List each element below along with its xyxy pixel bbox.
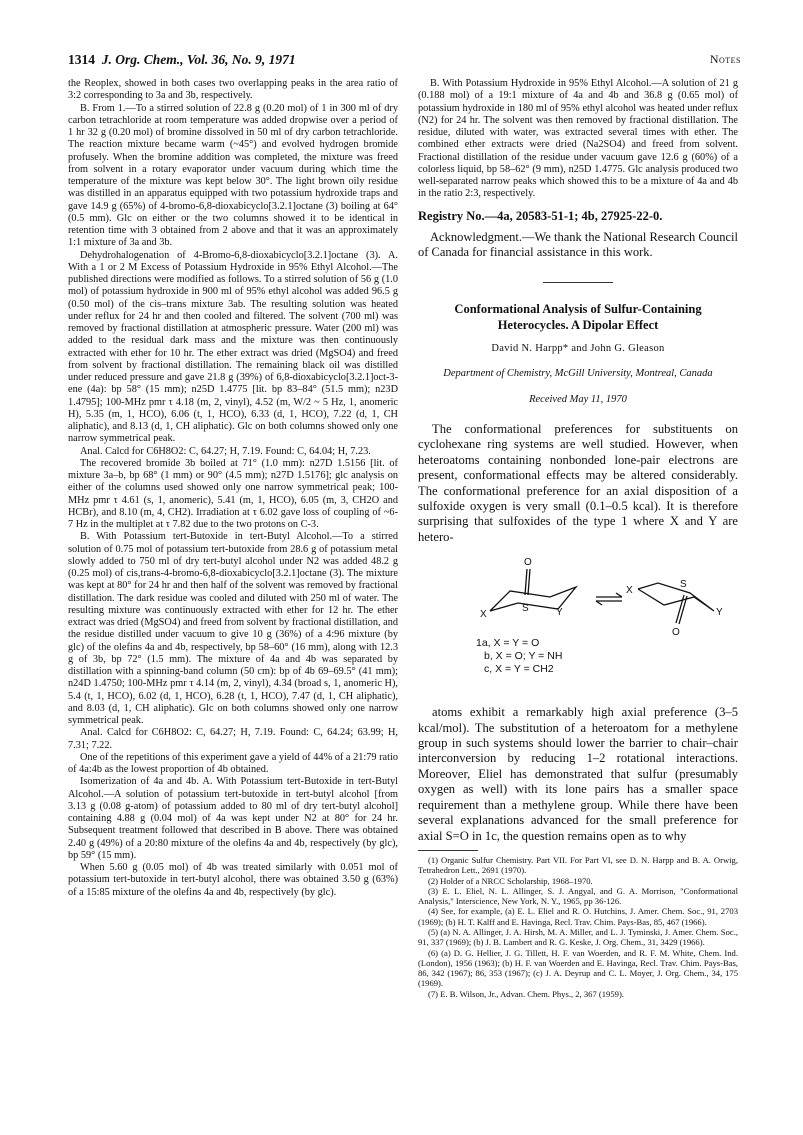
acknowledgment: Acknowledgment.—We thank the National Research Council of Canada for financial assistance in this work. (418, 229, 738, 259)
left-paragraph: Dehydrohalogenation of 4-Bromo-6,8-dioxabicyclo[3.2.1]octane (3). A. With a 1 or 2 M Excess of Potassium Hydroxide in 95% Ethyl Alcohol.—The published directions were modified as follows. To a stirred solution of 56 g (1.0 mol) of potassium hydroxide in 900 ml of 95% ethyl alcohol was added 96.5 g (0.50 mol) of the cis–trans mixture 3ab. The resulting solution was heated under reflux for 24 hr and then cooled and filtered. The solvent (700 ml) was removed by fractional distillation at atmospheric pressure. Water (200 ml) was added to the residual dark mass and the mixture was then continuously extracted with ether for 10 hr. The ether extract was dried (MgSO4) and freed from solvent by fractional distillation. The remaining black oil was distilled under reduced pressure and gave 21.8 g (39%) of 6,8-dioxabicyclo[3.2.1]oct-3-ene (4a): bp 58° (15 mm); n25D 1.4775 [lit. bp 83–84° (51.5 mm); n23D 1.4795]; 100-MHz pmr τ 4.18 (m, 2, vinyl), 4.52 (m, W/2 ~ 5 Hz, 1, anomeric H), 5.35 (m, 1, HCO), 6.06 (t, 1, HCO), 6.33 (d, 1, HCO), 7.22 (d, 1, CH aliphatic), and 8.13 (d, 1, CH aliphatic). Glc on both columns showed only one narrow symmetrical peak. (68, 249, 398, 445)
sulfur-label-left: S (522, 603, 529, 615)
continuation-paragraph: atoms exhibit a remarkably high axial preference (3–5 kcal/mol). The substitution of a heteroatom for a methylene group in such systems should lower the barrier to chair–chair interconversion by reducing 1–2 rotational interactions. Moreover, Eliel has demonstrated that sulfur (presumably oxygen as well) with its lone pairs has a smaller space requirement than a methylene group. While there have been several explanations advanced for the small preference for axial S=O in 1c, the question remains open as to why (418, 705, 738, 843)
chair-structures-drawing (418, 549, 738, 639)
intro-paragraph: The conformational preferences for substituents on cyclohexane ring systems are well studied. However, when heteroatoms containing nonbonded lone-pair electrons are present, conformational effects may be altered considerably. The conformational preference for an axial disposition of a sulfoxide oxygen is very small (0.1–0.5 kcal). It is therefore surprising that sulfoxides of the type 1 where X and Y are hetero- (418, 422, 738, 544)
left-paragraph: Anal. Calcd for C6H8O2: C, 64.27; H, 7.19. Found: C, 64.24; 63.99; H, 7.31; 7.22. (68, 727, 398, 751)
registry-numbers: Registry No.—4a, 20583-51-1; 4b, 27925-22-0. (418, 208, 663, 223)
footnote: (3) E. L. Eliel, N. L. Allinger, S. J. Angyal, and G. A. Morrison, "Conformational Analysis," Interscience, New York, N. Y., 1965, pp 36-126. (418, 885, 738, 907)
header-left (68, 52, 296, 68)
conformer-equilibrium-figure (418, 549, 738, 699)
page-number: 1314 (68, 52, 95, 67)
oxygen-label-left: O (524, 557, 532, 569)
x-label-left: X (480, 609, 487, 621)
article-title: Conformational Analysis of Sulfur-Containing Heterocycles. A Dipolar Effect (454, 301, 702, 332)
left-paragraph: the Reoplex, showed in both cases two overlapping peaks in the area ratio of 3:2 corresponding to 3a and 3b, respectively. (68, 78, 398, 102)
footnote: (4) See, for example, (a) E. L. Eliel and R. O. Hutchins, J. Amer. Chem. Soc., 91, 2703 (1969); (b) H. T. Kalff and E. Havinga, Recl. Trav. Chim. Pays-Bas, 85, 467 (1966). (418, 906, 738, 927)
oxygen-label-right: O (672, 627, 680, 639)
section-divider (543, 282, 613, 283)
left-paragraph: B. With Potassium tert-Butoxide in tert-Butyl Alcohol.—To a stirred solution of 0.75 mol of potassium tert-butoxide from 28.6 g of potassium metal slowly added to 750 ml of dry tert-butyl alcohol under N2 was added 48.2 g (0.25 mol) of cis,trans-4-bromo-6,8-dioxabicyclo[3.2.1]octane (3). The mixture was kept at 80° for 24 hr and then half of the solvent was removed by fractional distillation. The dark residue was cooled and diluted with 250 ml of water. The resulting mixture was continuously extracted with ether for 12 hr. The ether extract was dried (MgSO4) and freed from solvent by fractional distillation, and the residue distilled under vacuum to give 10 g (36%) of a 4:96 mixture (by glc) of the olefins 4a and 4b, respectively, bp 58–60° (16 mm), along with 12.3 g of 3b, bp 72° (1.5 mm). The mixture of 4a and 4b was separated by distillation with a spinning-band column (50 cm): bp of 4b 69–69.5° (41 mm); n24D 1.4750; 100-MHz pmr τ 4.14 (m, 2, vinyl), 4.34 (broad s, 1, anomeric H), 5.4 (t, 1, HCO), 6.02 (d, 1, HCO), 6.28 (t, 1, HCO), 7.47 (d, 1, CH aliphatic), and 8.03 (d, 1, CH aliphatic). Glc on both columns showed only one narrow symmetrical peak. (68, 531, 398, 726)
compound-label-1b: b, X = O; Y = NH (484, 650, 563, 663)
page-header (68, 52, 741, 72)
author-affiliation: Department of Chemistry, McGill University, Montreal, Canada (443, 367, 713, 379)
article-authors: David N. Harpp* and John G. Gleason (491, 342, 665, 354)
left-paragraph: Isomerization of 4a and 4b. A. With Potassium tert-Butoxide in tert-Butyl Alcohol.—A solution of potassium tert-butoxide in tert-butyl alcohol [from 3.13 g (0.08 g-atom) of potassium added to 80 ml of dry tert-butyl alcohol] containing 4.88 g (0.04 mol) of 4a was kept under N2 at 80° for 24 hr. Subsequent treatment followed that described in B above. There was obtained 2.40 g (49%) of a 20:80 mixture of the olefins 4a and 4b, respectively (by glc), bp 59° (15 mm). (68, 776, 398, 861)
article-body (418, 422, 738, 844)
left-paragraph: When 5.60 g (0.05 mol) of 4b was treated similarly with 0.051 mol of potassium tert-butoxide in tert-butyl alcohol, there was obtained 3.50 g (63%) of a 15:85 mixture of the olefins 4a and 4b, respectively (by glc). (68, 862, 398, 898)
journal-citation: J. Org. Chem., Vol. 36, No. 9, 1971 (101, 52, 296, 67)
left-paragraph: One of the repetitions of this experiment gave a yield of 44% of a 21:79 ratio of 4a:4b as the lowest proportion of 4b obtained. (68, 751, 398, 775)
footnote: (7) E. B. Wilson, Jr., Advan. Chem. Phys., 2, 367 (1959). (428, 988, 624, 999)
compound-label-1c: c, X = Y = CH2 (484, 663, 554, 676)
footnotes (418, 855, 738, 999)
left-paragraph: The recovered bromide 3b boiled at 71° (1.0 mm): n27D 1.5156 [lit. of mixture 3a–b, bp 68° (1 mm) or 90° (4.5 mm); n27D 1.5176]; glc analysis on either of the columns used showed only one narrow symmetrical peak; 100-MHz pmr τ 4.61 (s, 1, anomeric), 5.41 (m, 1, HCO), 6.05 (m, 3, CH2O and HCBr), and 8.10 (m, 4, CH2). Irradiation at τ 6.02 gave loss of coupling of ~6-7 Hz in the multiplet at τ 7.82 due to the two protons on C-3. (68, 457, 398, 530)
section-name: Notes (709, 52, 741, 66)
left-paragraph: B. From 1.—To a stirred solution of 22.8 g (0.20 mol) of 1 in 300 ml of dry carbon tetrachloride at room temperature was added dropwise over a period of 1 hr 32 g (0.20 mol) of bromine dissolved in 50 ml of dry carbon tetrachloride. The reaction mixture became warm (~45°) and evolved hydrogen bromide profusely. When the bromine addition was completed, the mixture was freed from solvent in a rotary evaporator under vacuum during which time the temperature of the mixture was kept below 30°. The light brown oily residue was distilled in an apparatus equipped with two potassium hydroxide traps and gave 14.9 g (65%) of 4-bromo-6,8-dioxabicyclo[3.2.1]octane (3) boiling at 64° (0.5 mm). Glc on either or the two columns showed it to be identical in retention time with 3 obtained from 2 above and that it was an approximately 1:1 mixture of 3a and 3b. (68, 102, 398, 249)
received-date: Received May 11, 1970 (529, 393, 627, 405)
left-paragraph: Anal. Calcd for C6H8O2: C, 64.27; H, 7.19. Found: C, 64.04; H, 7.23. (80, 445, 371, 457)
footnote: (2) Holder of a NRCC Scholarship, 1968–1970. (428, 875, 593, 886)
footnote-divider (418, 850, 478, 851)
sulfur-label-right: S (680, 579, 687, 591)
right-column (418, 78, 738, 999)
compound-labels (476, 637, 562, 676)
y-label-left: Y (556, 607, 563, 619)
paragraph-koh: B. With Potassium Hydroxide in 95% Ethyl Alcohol.—A solution of 21 g (0.188 mol) of a 19:1 mixture of 4a and 4b and 36.8 g (0.65 mol) of potassium hydroxide in 180 ml of 95% ethyl alcohol was heated under reflux (N2) for 24 hr. The solvent was then removed by fractional distillation. The residue, diluted with water, was extracted several times with ether. The combined ether extracts were dried (Na2SO4) and freed from solvent. Fractional distillation of the residue under vacuum gave 12.6 g (60%) of a colorless liquid, bp 58–62° (9 mm), n25D 1.4775. Glc analysis produced two well-separated narrow peaks which showed this to be a mixture of 4a and 4b in the ratio 2:3, respectively. (418, 78, 738, 200)
footnote: (5) (a) N. A. Allinger, J. A. Hirsh, M. A. Miller, and L. J. Tyminski, J. Amer. Chem. Soc., 91, 337 (1969); (b) J. B. Lambert and R. G. Keske, J. Org. Chem., 31, 3429 (1966). (418, 926, 738, 948)
y-label-right: Y (716, 607, 723, 619)
footnote: (6) (a) D. G. Hellier, J. G. Tillett, H. F. van Woerden, and R. F. M. White, Chem. Ind. (London), 1956 (1963); (b) H. F. van Woerden and E. Havinga, Recl. Trav. Chim. Pays-Bas, 86, 342 (1967); 86, 353 (1967); (c) J. A. Deyrup and C. L. Moyer, J. Org. Chem., 34, 175 (1969). (418, 947, 738, 989)
compound-label-1a: 1a, X = Y = O (476, 637, 540, 650)
footnote: (1) Organic Sulfur Chemistry. Part VII. For Part VI, see D. N. Harpp and B. A. Orwig, Tetrahedron Lett., 2691 (1970). (418, 854, 738, 876)
left-column (68, 78, 398, 899)
x-label-right: X (626, 585, 633, 597)
